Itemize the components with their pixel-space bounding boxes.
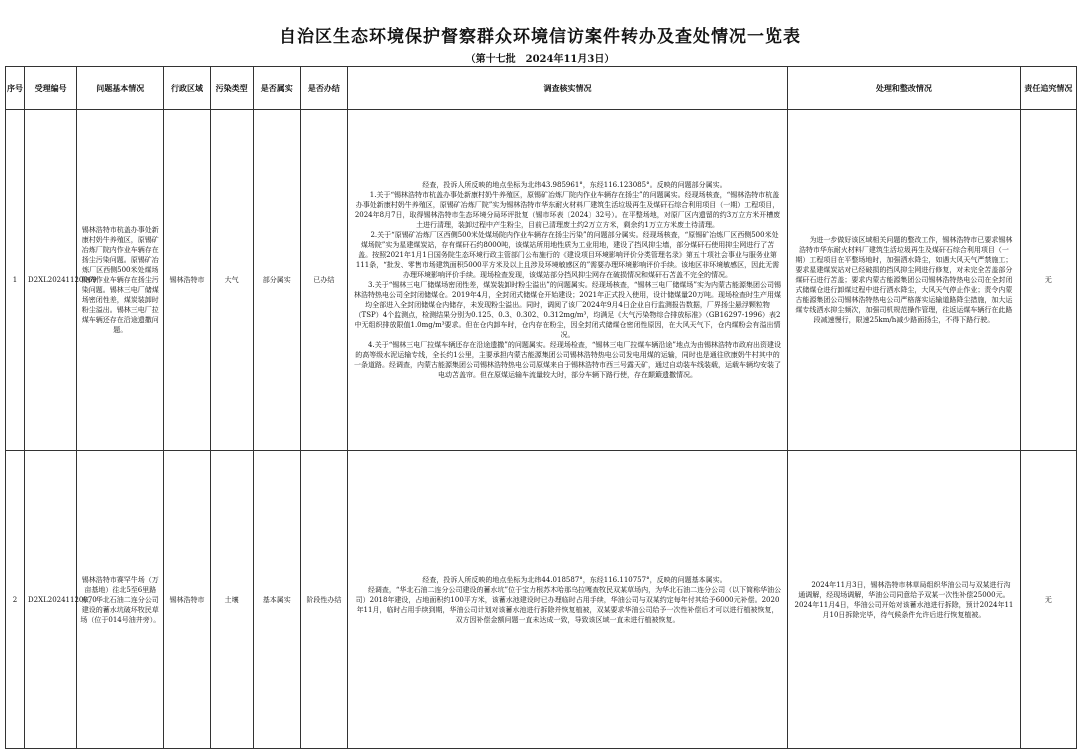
header-pollution: 污染类型	[210, 67, 253, 110]
cell-pollution: 大气	[210, 110, 253, 451]
investigation-paragraph: 3.关于“锡林三电厂储煤场密闭性差，煤炭装卸时粉尘溢出”的问题属实。经现场核查，“锡林三电厂储煤场”实为内蒙古能源集团公司锡林浩特热电公司全封闭储煤仓。2019年4月，全封闭式储煤仓开始建设；2021年正式投入使用，设计储煤量20万吨。现场检查时生产用煤均全部进入全封闭储煤仓内储存，未发现粉尘溢出。同时，调阅了该厂2024年9月4日企业自行监测报告数据，厂界扬尘悬浮颗粒物（TSP）4个监测点，检测结果分别为0.125、0.3、0.302、0.312mg/m³，均满足《大气污染物综合排放标准》（GB16297-1996）表2中无组织排放限值1.0mg/m³要求。但在仓内卸车时，仓内存在粉尘，因全封闭式储煤仓密闭性原因，在大风天气下，仓内煤粉会有溢出情况。	[354, 281, 782, 339]
cell-issue: 锡林浩特市杭盖办事处新康村奶牛养殖区，原锡矿冶炼厂院内作业车辆存在扬尘污染问题。原锡矿冶炼厂区西侧500米处煤场院内作业车辆存在扬尘污染问题。锡林三电厂储煤场密闭性差，煤炭装卸时粉尘溢出。锡林三电厂拉煤车辆还存在沿途遗撒问题。	[77, 110, 164, 451]
cell-accountability: 无	[1020, 451, 1076, 749]
cell-seq: 1	[6, 110, 25, 451]
table-header-row	[6, 67, 1077, 110]
cell-closed: 阶段性办结	[300, 451, 347, 749]
table-row	[6, 451, 1077, 749]
header-accountability: 责任追究情况	[1020, 67, 1076, 110]
investigation-paragraph: 4.关于“锡林三电厂拉煤车辆还存在沿途遗撒”的问题属实。经现场检查，“锡林三电厂拉煤车辆沿途”地点为由锡林浩特市政府出资建设的高等级水泥运输专线，全长约1公里，主要承担内蒙古能源集团公司锡林浩特热电公司发电用煤的运输，同时也是通往欣康奶牛村其中的一条道路。经调查，内蒙古能源集团公司锡林浩特热电公司原煤来自于锡林浩特市西三号露天矿，通过自动装车线装载，运载车辆均安装了电动苫盖帘。但在原煤运输车流量较大时，部分车辆下路行使，存在颠簸遗撒情况。	[354, 341, 782, 379]
header-region: 行政区域	[164, 67, 210, 110]
cell-accountability: 无	[1020, 110, 1076, 451]
cell-id: D2XL20241120069	[25, 110, 77, 451]
cell-handling	[788, 110, 1021, 451]
handling-paragraph: 为进一步做好该区域相关问题的整改工作，锡林浩特市已要求锡林浩特市华东耐火材料厂建筑生活垃圾再生及煤矸石综合利用项目（一期）工程项目在平整场地时，加强洒水降尘，如遇大风天气严禁施工；要求星建煤炭站对已经破损的挡风抑尘网进行修复，对未完全苫盖部分煤矸石进行苫盖；要求内蒙古能源集团公司锡林浩特热电公司在全封闭式储煤仓进行卸煤过程中进行洒水降尘，大风天气停止作业；责令内蒙古能源集团公司锡林浩特热电公司严格落实运输道路降尘措施，加大运煤专线洒水抑尘频次，加强司机规范操作管理，往返运煤车辆行在此路段减速慢行，限速25km/h减少路面扬尘，不得下路行驶。	[795, 236, 1013, 324]
header-closed: 是否办结	[300, 67, 347, 110]
investigation-paragraph: 2.关于“原锡矿冶炼厂区西侧500米处煤场院内作业车辆存在扬尘污染”的问题部分属实。经现场核查，“原锡矿冶炼厂区西侧500米处煤场院”实为星建煤炭站，存有煤矸石约8000吨，该煤站所用地性质为工业用地，建设了挡风抑尘墙，部分煤矸石使用抑尘网进行了苫盖。按照2021年1月1日国务院生态环境行政主管部门公布施行的《建设项目环境影响评价分类管理名录》第五十项社会事业与服务业第111条，“批发、零售市场建筑面积5000平方米及以上且涉及环境敏感区的”需要办理环境影响评价手续。该地区非环境敏感区，因此无需办理环境影响评价手续。现场检查发现，该煤站部分挡风抑尘网存在破损情况和煤矸石苫盖不完全的情况。	[355, 231, 780, 279]
cell-closed: 已办结	[300, 110, 347, 451]
investigation-paragraph: 经查，投诉人所反映的地点坐标为北纬43.985961°，东经116.123085°。反映的问题部分属实。	[422, 181, 727, 189]
cell-verified: 部分属实	[253, 110, 300, 451]
cell-verified: 基本属实	[253, 451, 300, 749]
cell-investigation	[347, 110, 787, 451]
investigation-paragraph: 1.关于“锡林浩特市杭盖办事处新康村奶牛养殖区，原锡矿冶炼厂院内作业车辆存在扬尘”的问题属实。经现场核查，“锡林浩特市杭盖办事处新康村奶牛养殖区，原锡矿冶炼厂院”实为锡林浩特市华东耐火材料厂建筑生活垃圾再生及煤矸石综合利用项目（一期）工程项目，2024年8月7日，取得锡林浩特市生态环境分局环评批复（锡市环表〔2024〕32号）。在平整场地，对原厂区内遗留的约3万立方米开槽废土进行清理，装卸过程中产生粉尘，目前已清理废土约2万立方米，剩余约1万立方米废土待清理。	[354, 191, 781, 229]
cell-id: D2XL20241120070	[25, 451, 77, 749]
cell-seq: 2	[6, 451, 25, 749]
header-handling: 处理和整改情况	[788, 67, 1021, 110]
investigation-paragraph: 经查，投诉人所反映的地点坐标为北纬44.018587°，东经116.110757°，反映的问题基本属实。	[422, 575, 727, 584]
header-issue: 问题基本情况	[77, 67, 164, 110]
investigation-paragraph: 经调查，“华北石油二连分公司建设的蓄水坑”位于宝力根苏木哈那乌拉嘎查牧民双某草场内，为华北石油二连分公司（以下简称华油公司）2018年建设，占地面积约100平方米，该蓄水池建设时已办理临时占用手续，华油公司与双某约定每年付其给予6000元补偿。2020年11月，临时占用手续到期，华油公司计划对该蓄水池进行拆除并恢复植被，双某要求华油公司给予一次性补偿后才可以进行植被恢复，双方因补偿金额问题一直未达成一致，导致该区域一直未进行植被恢复。	[355, 585, 782, 624]
document-title: 自治区生态环境保护督察群众环境信访案件转办及查处情况一览表	[279, 27, 801, 47]
cell-issue: 锡林浩特市赛罕牛场（万亩基地）往北5至6里路东，华北石油二连分公司建设的蓄水坑破坏牧民草场（位于014号油井旁）。	[77, 451, 164, 749]
cell-pollution: 土壤	[210, 451, 253, 749]
handling-paragraph: 2024年11月3日，锡林浩特市林草局组织华油公司与双某进行沟通调解，经现场调解，华油公司同意给予双某一次性补偿25000元。2024年11月4日，华油公司开始对该蓄水池进行拆除，预计2024年11月10日拆除完毕，待气候条件允许后进行恢复植被。	[794, 580, 1014, 619]
case-table	[5, 66, 1077, 749]
header-id: 受理编号	[25, 67, 77, 110]
table-row	[6, 110, 1077, 451]
cell-handling	[788, 451, 1021, 749]
cell-region: 锡林浩特市	[164, 451, 210, 749]
document-subtitle: （第十七批 2024年11月3日）	[465, 54, 615, 65]
header-seq: 序号	[6, 67, 25, 110]
cell-region: 锡林浩特市	[164, 110, 210, 451]
header-verified: 是否属实	[253, 67, 300, 110]
cell-investigation	[347, 451, 787, 749]
header-investigation: 调查核实情况	[347, 67, 787, 110]
